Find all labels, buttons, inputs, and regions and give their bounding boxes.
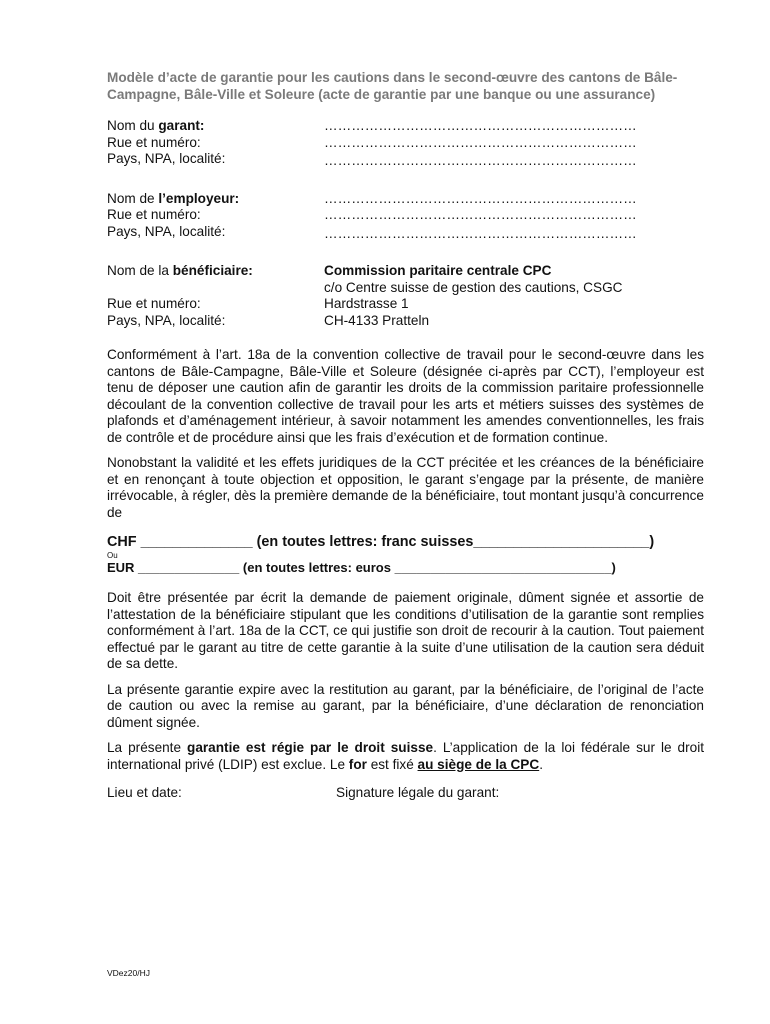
paragraph-jurisdiction: La présente garantie est régie par le droit suisse. L’application de la loi fédérale sur le droit international privé (LDIP) est exclue. Le for est fixé au siège de la CPC. [107,740,704,772]
beneficiary-street-label: Rue et numéro: [107,296,201,311]
beneficiary-care-of: c/o Centre suisse de gestion des cautions, CSGC [324,279,623,295]
beneficiary-locality: CH-4133 Pratteln [324,312,430,328]
employer-street-label: Rue et numéro: [107,207,201,222]
employer-street-field[interactable]: …………………………………………………………… [324,207,637,222]
beneficiary-name: Commission paritaire centrale CPC [324,263,552,278]
guarantor-street-label: Rue et numéro: [107,134,201,150]
amount-chf-line[interactable]: CHF ______________ (en toutes lettres: franc suisses______________________) [107,534,655,550]
document-page [107,70,704,802]
document-footer-code: VDez20/HJ [107,968,150,978]
signature-label[interactable]: Signature légale du garant: [336,785,500,800]
employer-name-label: Nom de l’employeur: [107,190,240,206]
guarantor-name-field[interactable]: …………………………………………………………… [324,118,637,133]
amount-eur-line[interactable]: EUR ______________ (en toutes lettres: euros ______________________________) [107,560,616,575]
employer-block [107,191,704,243]
place-date-label[interactable]: Lieu et date: [107,785,182,800]
paragraph-guarantee: Nonobstant la validité et les effets juridiques de la CCT précitée et les créances de la bénéficiaire et en renonçant à toute objection et opposition, le garant s’engage par la présente, de manière irrévocable, à régler, dès la première demande de la bénéficiaire, tout montant jusqu’à concurrence de [107,455,704,520]
paragraph-obligation: Conformément à l’art. 18a de la convention collective de travail pour le second-œuvre dans les cantons de Bâle-Campagne, Bâle-Ville et Soleure (désignée ci-après par CCT), l’employeur est tenu de déposer une caution afin de garantir les droits de la commission paritaire professionnelle découlant de la convention collective de travail pour les arts et métiers suisses des systèmes de plafonds et d’aménagement intérieur, à savoir notamment les amendes conventionnelles, les frais de contrôle et de procédure ainsi que les frais d’exécution et de formation continue. [107,347,704,445]
guarantor-locality-label: Pays, NPA, localité: [107,151,226,166]
beneficiary-street: Hardstrasse 1 [324,296,409,311]
guarantor-street-field[interactable]: …………………………………………………………… [324,134,637,150]
employer-locality-field[interactable]: …………………………………………………………… [324,225,637,241]
beneficiary-block [107,263,704,329]
amount-or-label: Ou [107,551,118,560]
employer-locality-label: Pays, NPA, localité: [107,223,226,239]
guarantor-block [107,118,704,170]
beneficiary-name-label: Nom de la bénéficiaire: [107,263,253,278]
paragraph-expiry: La présente garantie expire avec la restitution au garant, par la bénéficiaire, de l’original de l’acte de caution ou avec la remise au garant, par la bénéficiaire, d’une déclaration de renonciation dûment signée. [107,681,704,730]
signature-row [107,785,704,802]
beneficiary-locality-label: Pays, NPA, localité: [107,312,226,328]
document-title: Modèle d’acte de garantie pour les cautions dans le second-œuvre des cantons de Bâle-Campagne, Bâle-Ville et Soleure (acte de garantie par une banque ou une assurance) [107,70,678,102]
paragraph-payment-demand: Doit être présentée par écrit la demande de paiement originale, dûment signée et assortie de l’attestation de la bénéficiaire stipulant que les conditions d’utilisation de la garantie sont remplies conformément à l’art. 18a de la CCT, ce qui justifie son droit de recourir à la caution. Tout paiement effectué par le garant au titre de cette garantie à la suite d’une utilisation de la caution sera déduit de sa dette. [107,590,704,671]
guarantor-name-label: Nom du garant: [107,118,205,133]
employer-name-field[interactable]: …………………………………………………………… [324,190,637,206]
guarantor-locality-field[interactable]: …………………………………………………………… [324,153,637,168]
